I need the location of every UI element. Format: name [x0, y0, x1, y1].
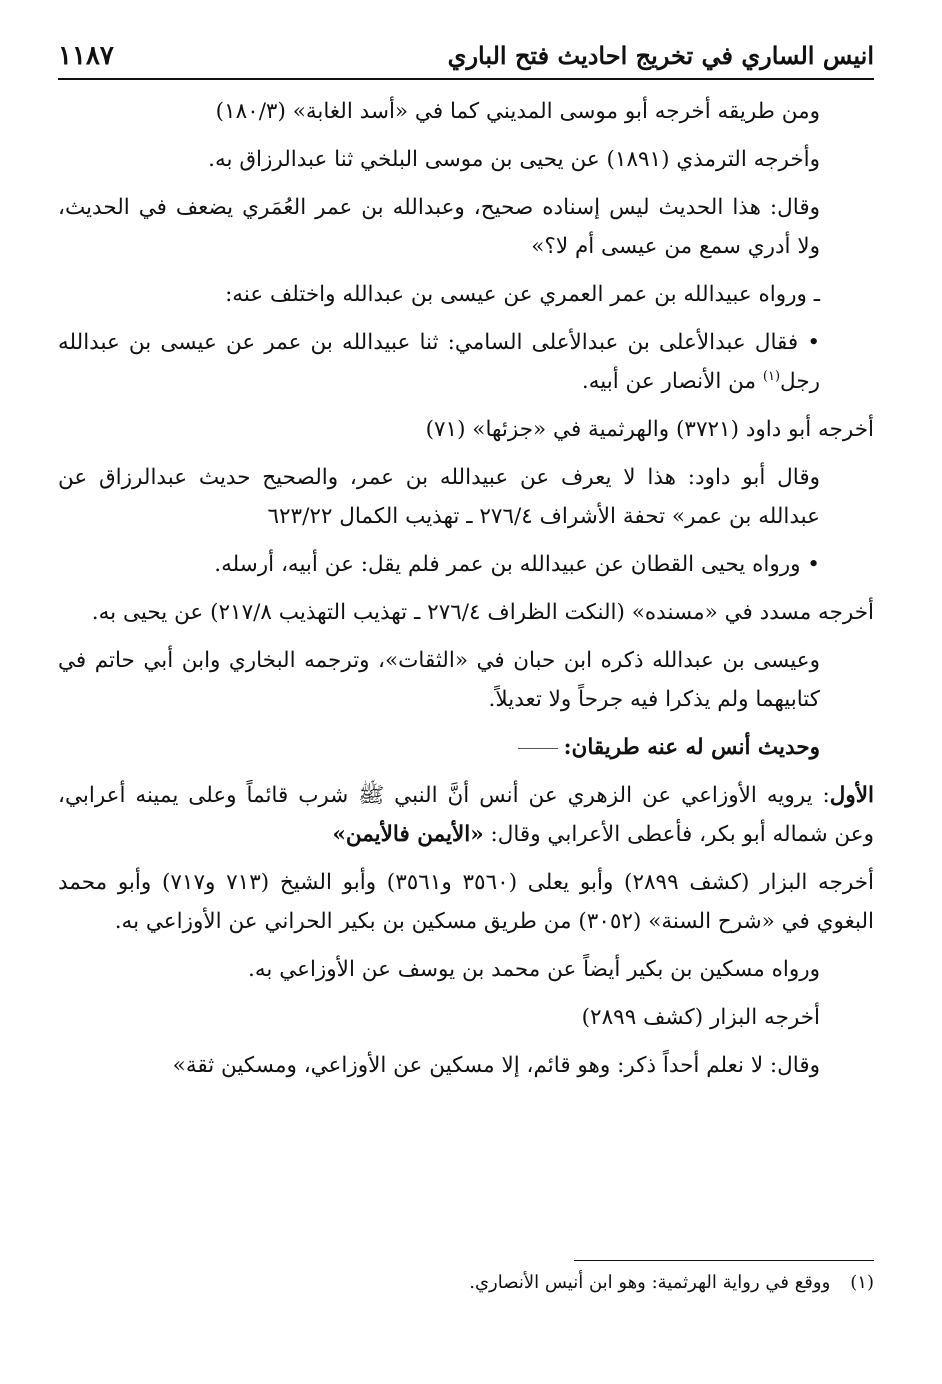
paragraph-7: وقال أبو داود: هذا لا يعرف عن عبيدالله بن عمر، والصحيح حديث عبدالرزاق عن عبدالله بن عمر» تحفة الأشراف ٢٧٦/٤ ـ تهذيب الكمال ٦٢٣/٢٢ [58, 465, 820, 529]
section-heading: وحديث أنس له عنه طريقان: [563, 735, 820, 760]
footnote-text: ووقع في رواية الهرثمية: وهو ابن أنيس الأنصاري. [469, 1272, 831, 1293]
paragraph-1: ومن طريقه أخرجه أبو موسى المديني كما في «أسد الغابة» (١٨٠/٣) [215, 99, 820, 124]
paragraph-14: ورواه مسكين بن بكير أيضاً عن محمد بن يوسف عن الأوزاعي به. [248, 957, 820, 982]
paragraph-11 [58, 728, 874, 767]
book-title: انيس الساري في تخريج احاديث فتح الباري [447, 41, 874, 70]
paragraph-13: أخرجه البزار (كشف ٢٨٩٩) وأبو يعلى (٣٥٦٠ و٣٥٦١) وأبو الشيخ (٧١٣ و٧١٧) وأبو محمد البغوي في «شرح السنة» (٣٠٥٢) من طريق مسكين بن بكير الحراني عن الأوزاعي به. [58, 870, 874, 934]
paragraph-10: وعيسى بن عبدالله ذكره ابن حبان في «الثقات»، وترجمه البخاري وابن أبي حاتم في كتابيهما ولم يذكرا فيه جرحاً ولا تعديلاً. [58, 648, 820, 712]
footnote-rule [574, 1260, 874, 1261]
paragraph-15: أخرجه البزار (كشف ٢٨٩٩) [581, 1005, 820, 1030]
page-body [58, 92, 874, 1085]
paragraph-4: ـ ورواه عبيدالله بن عمر العمري عن عيسى بن عبدالله واختلف عنه: [225, 282, 820, 307]
page-number: ١١٨٧ [58, 41, 114, 71]
footnote [58, 1266, 874, 1300]
paragraph-5-text-a: • فقال عبدالأعلى بن عبدالأعلى السامي: ثنا عبيدالله بن عمر عن عيسى بن عبدالله رجل [58, 330, 820, 394]
footnote-number: (١) [850, 1272, 874, 1293]
page [58, 34, 874, 1384]
paragraph-12-quote: «الأيمن فالأيمن» [332, 822, 484, 847]
paragraph-8: • ورواه يحيى القطان عن عبيدالله بن عمر فلم يقل: عن أبيه، أرسله. [214, 552, 820, 577]
heading-rule [518, 748, 558, 749]
paragraph-3: وقال: هذا الحديث ليس إسناده صحيح، وعبدالله بن عمر العُمَري يضعف في الحديث، ولا أدري سمع من عيسى أم لا؟» [58, 195, 820, 259]
paragraph-5-text-b: من الأنصار عن أبيه. [581, 369, 763, 394]
paragraph-9: أخرجه مسدد في «مسنده» (النكت الظراف ٢٧٦/٤ ـ تهذيب التهذيب ٢١٧/٨) عن يحيى به. [91, 600, 874, 625]
paragraph-12-text: : يرويه الأوزاعي عن الزهري عن أنس أنَّ النبي ﷺ شرب قائماً وعلى يمينه أعرابي، وعن شماله أبو بكر، فأعطى الأعرابي وقال: [58, 783, 874, 847]
paragraph-16: وقال: لا نعلم أحداً ذكر: وهو قائم، إلا مسكين عن الأوزاعي، ومسكين ثقة» [172, 1053, 820, 1078]
paragraph-12-lead: الأول [829, 783, 874, 808]
paragraph-6: أخرجه أبو داود (٣٧٢١) والهرثمية في «جزئها» (٧١) [425, 417, 874, 442]
paragraph-5 [58, 323, 874, 401]
paragraph-2: وأخرجه الترمذي (١٨٩١) عن يحيى بن موسى البلخي ثنا عبدالرزاق به. [208, 147, 820, 172]
paragraph-12 [58, 776, 874, 854]
footnote-ref: (١) [762, 368, 781, 384]
running-header [58, 34, 874, 80]
